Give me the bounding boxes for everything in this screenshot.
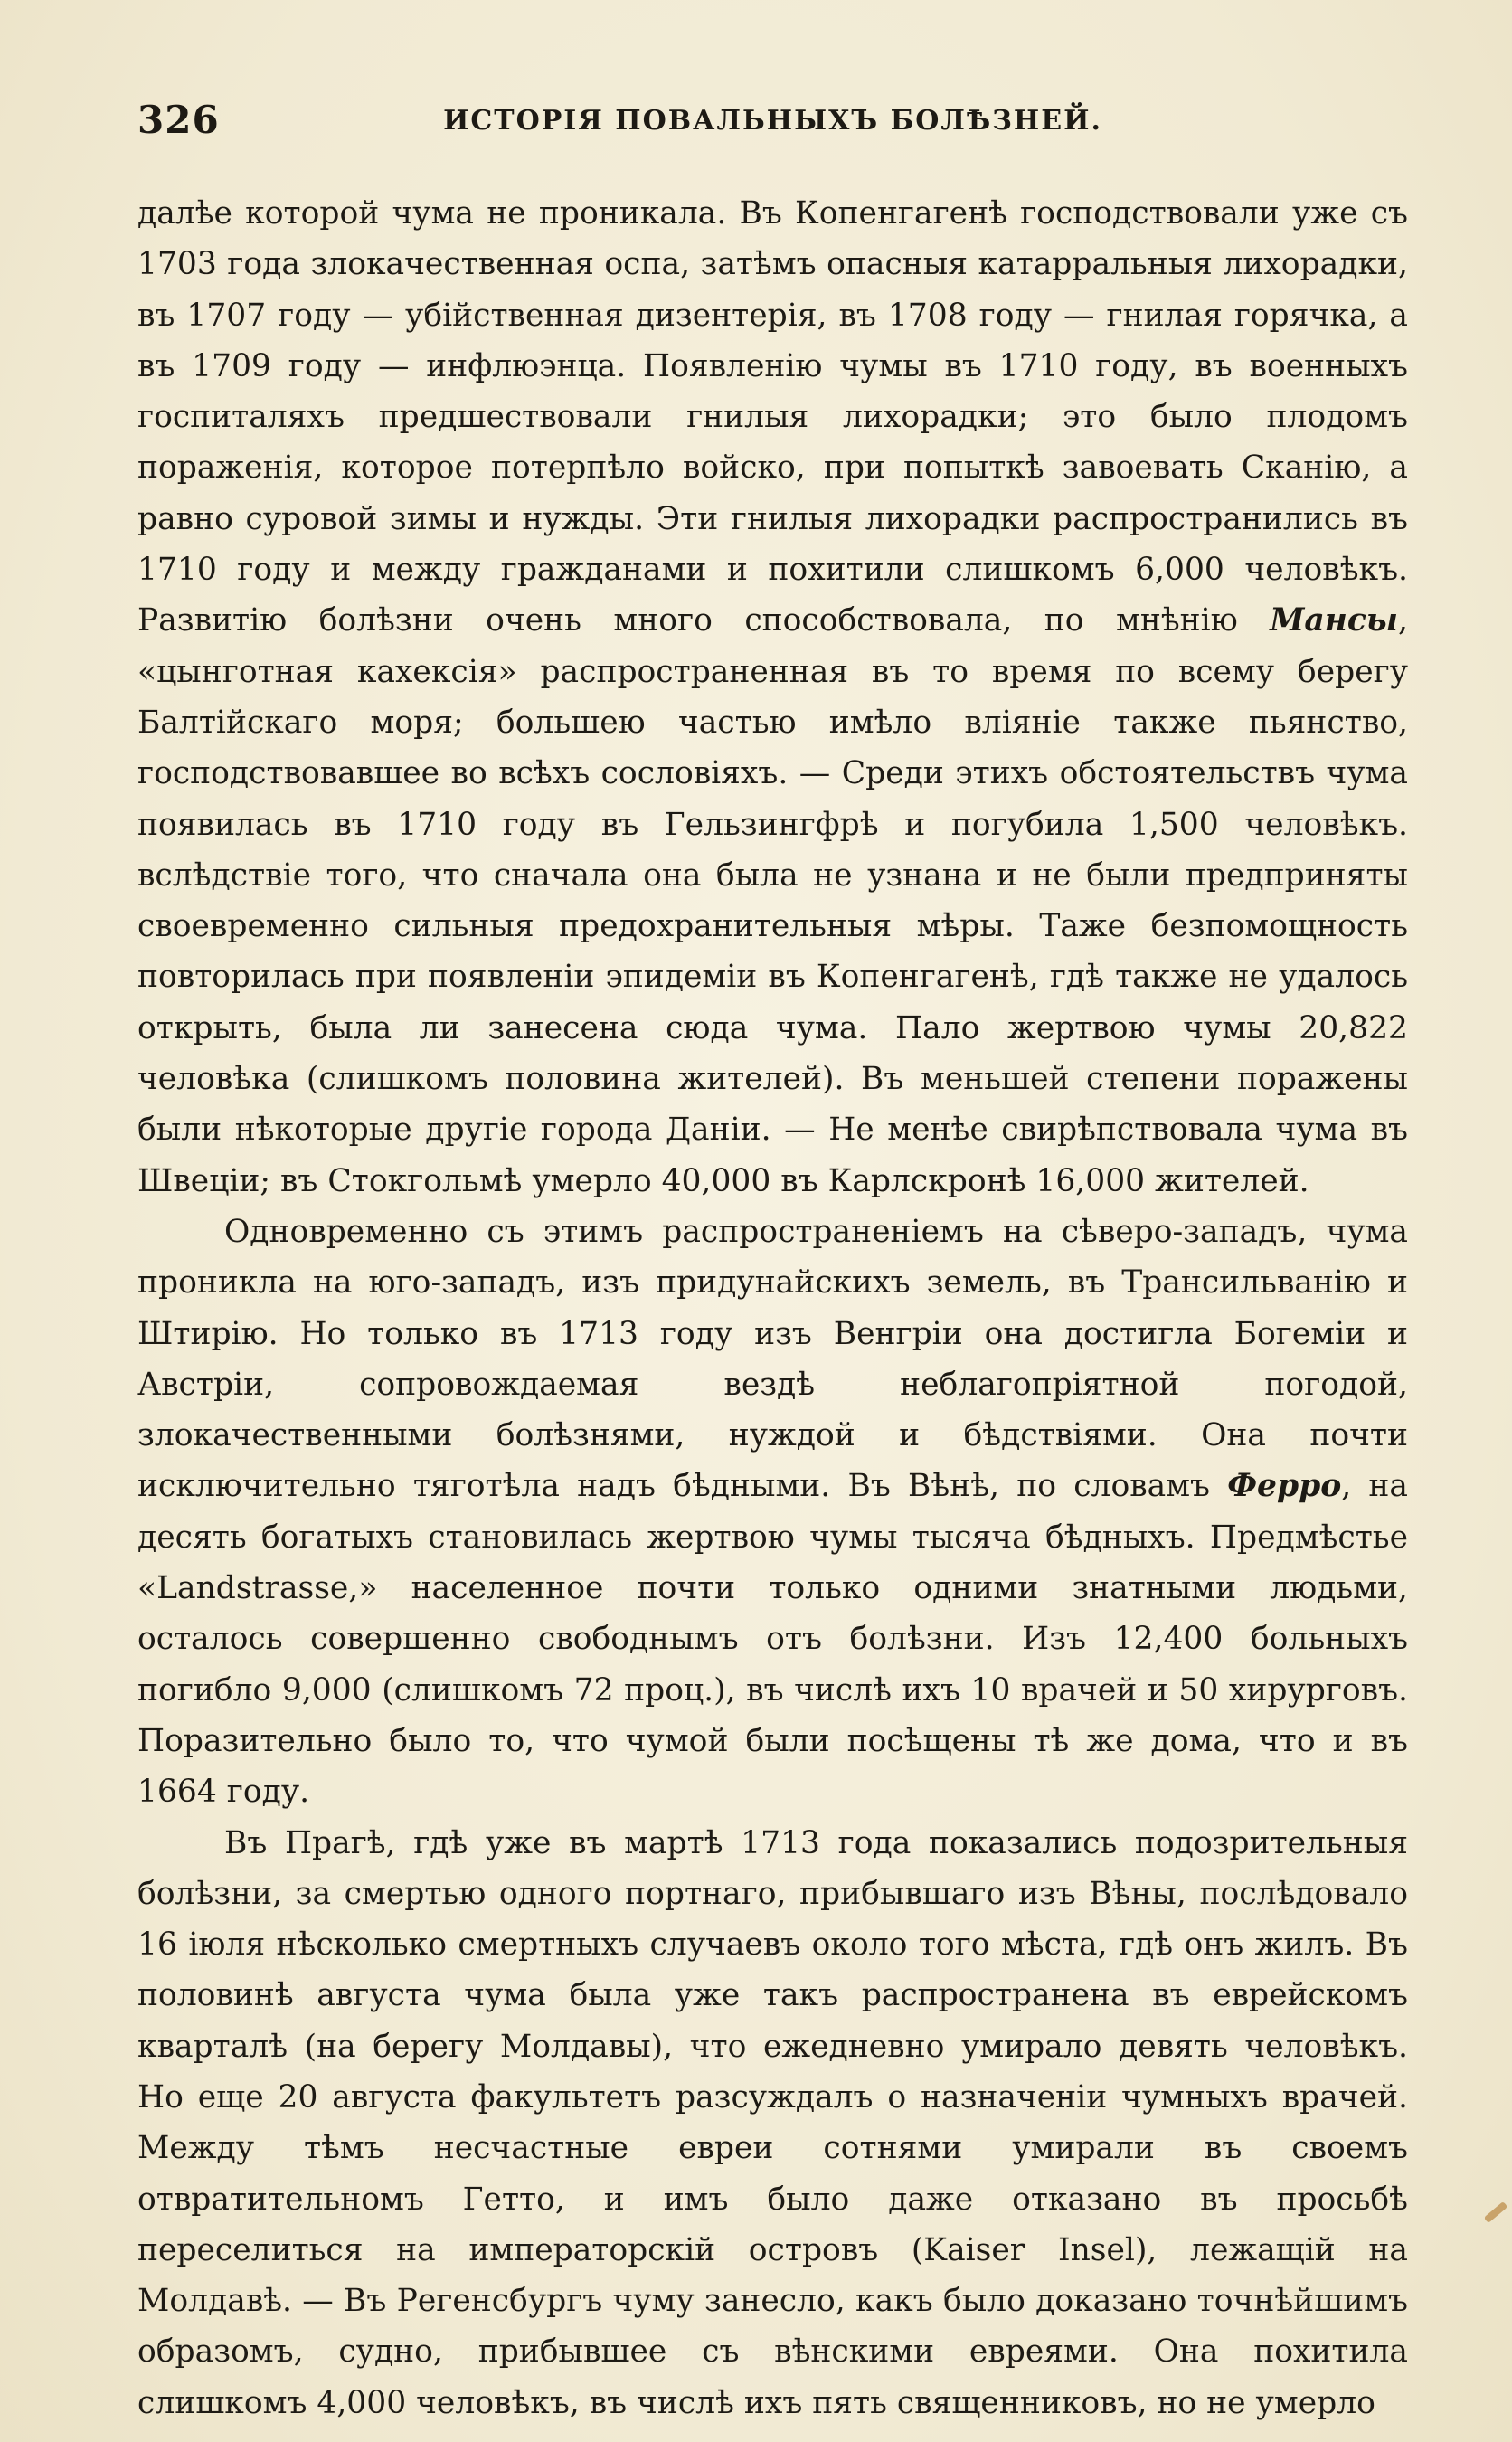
paragraph	[137, 188, 1408, 1207]
paragraph	[137, 1818, 1408, 2429]
page-number: 326	[137, 98, 220, 142]
paragraph-text: Одновременно съ этимъ распространеніемъ на сѣверо-западъ, чума проникла на юго-западъ, изъ придунайскихъ земель, въ Трансильванію и Штирію. Но только въ 1713 году изъ Венгріи она достигла Богеміи и Австріи, сопровождаемая вездѣ неблагопріятной погодой, злокачественными болѣзнями, нуждой и бѣдствіями. Она почти исключительно тяготѣла надъ бѣдными. Въ Вѣнѣ, по словамъ	[137, 1213, 1408, 1505]
paragraph-text: Въ Прагѣ, гдѣ уже въ мартѣ 1713 года показались подозрительныя болѣзни, за смертью одного портнаго, прибывшаго изъ Вѣны, послѣдовало 16 іюля нѣсколько смертныхъ случаевъ около того мѣста, гдѣ онъ жилъ. Въ половинѣ августа чума была уже такъ распространена въ еврейскомъ кварталѣ (на берегу Молдавы), что ежедневно умирало девять человѣкъ. Но еще 20 августа факультетъ разсуждалъ о назначеніи чумныхъ врачей. Между тѣмъ несчастные евреи сотнями умирали въ своемъ отвратительномъ Гетто, и имъ было даже отказано въ просьбѣ переселиться на императорскій островъ (Kaiser Insel), лежащій на Молдавѣ. — Въ Регенсбургъ чуму занесло, какъ было доказано точнѣйшимъ образомъ, судно, прибывшее съ вѣнскими евреями. Она похитила слишкомъ 4,000 человѣкъ, въ числѣ ихъ пять священниковъ, но не умерло	[137, 1824, 1408, 2421]
author-name: Мансы	[1270, 602, 1399, 639]
running-title: ИСТОРІЯ ПОВАЛЬНЫХЪ БОЛѢЗНЕЙ.	[443, 105, 1102, 137]
page-header	[137, 98, 1408, 152]
paragraph-text: , «цынготная кахексія» распространенная въ то время по всему берегу Балтійскаго моря; большею частью имѣло вліяніе также пьянство, господствовавшее во всѣхъ сословіяхъ. — Среди этихъ обстоятельствъ чума появилась въ 1710 году въ Гельзингфрѣ и погубила 1,500 человѣкъ. вслѣдствіе того, что сначала она была не узнана и не были предприняты своевременно сильныя предохранительныя мѣры. Таже безпомощность повторилась при появленіи эпидеміи въ Копенгагенѣ, гдѣ также не удалось открыть, была ли занесена сюда чума. Пало жертвою чумы 20,822 человѣка (слишкомъ половина жителей). Въ меньшей степени поражены были нѣкоторые другіе города Даніи. — Не менѣе свирѣпствовала чума въ Швеціи; въ Стокгольмѣ умерло 40,000 въ Карлскронѣ 16,000 жителей.	[137, 602, 1408, 1199]
paragraph-text: , на десять богатыхъ становилась жертвою чумы тысяча бѣдныхъ. Предмѣстье «Landstrasse,» населенное почти только одними знатными людьми, осталось совершенно свободнымъ отъ болѣзни. Изъ 12,400 больныхъ погибло 9,000 (слишкомъ 72 проц.), въ числѣ ихъ 10 врачей и 50 хирурговъ. Поразительно было то, что чумой были посѣщены тѣ же дома, что и въ 1664 году.	[137, 1468, 1408, 1811]
author-name: Ферро	[1227, 1468, 1342, 1505]
paragraph	[137, 1207, 1408, 1818]
pencil-mark	[1484, 2201, 1508, 2223]
paragraph-text: далѣе которой чума не проникала. Въ Копенгагенѣ господствовали уже съ 1703 года злокачественная оспа, затѣмъ опасныя катарральныя лихорадки, въ 1707 году — убійственная дизентерія, въ 1708 году — гнилая горячка, а въ 1709 году — инфлюэнца. Появленію чумы въ 1710 году, въ военныхъ госпиталяхъ предшествовали гнилыя лихорадки; это было плодомъ пораженія, которое потерпѣло войско, при попыткѣ завоевать Сканію, а равно суровой зимы и нужды. Эти гнилыя лихорадки распространились въ 1710 году и между гражданами и похитили слишкомъ 6,000 человѣкъ. Развитію болѣзни очень много способствовала, по мнѣнію	[137, 195, 1408, 639]
body-text	[137, 188, 1408, 2428]
